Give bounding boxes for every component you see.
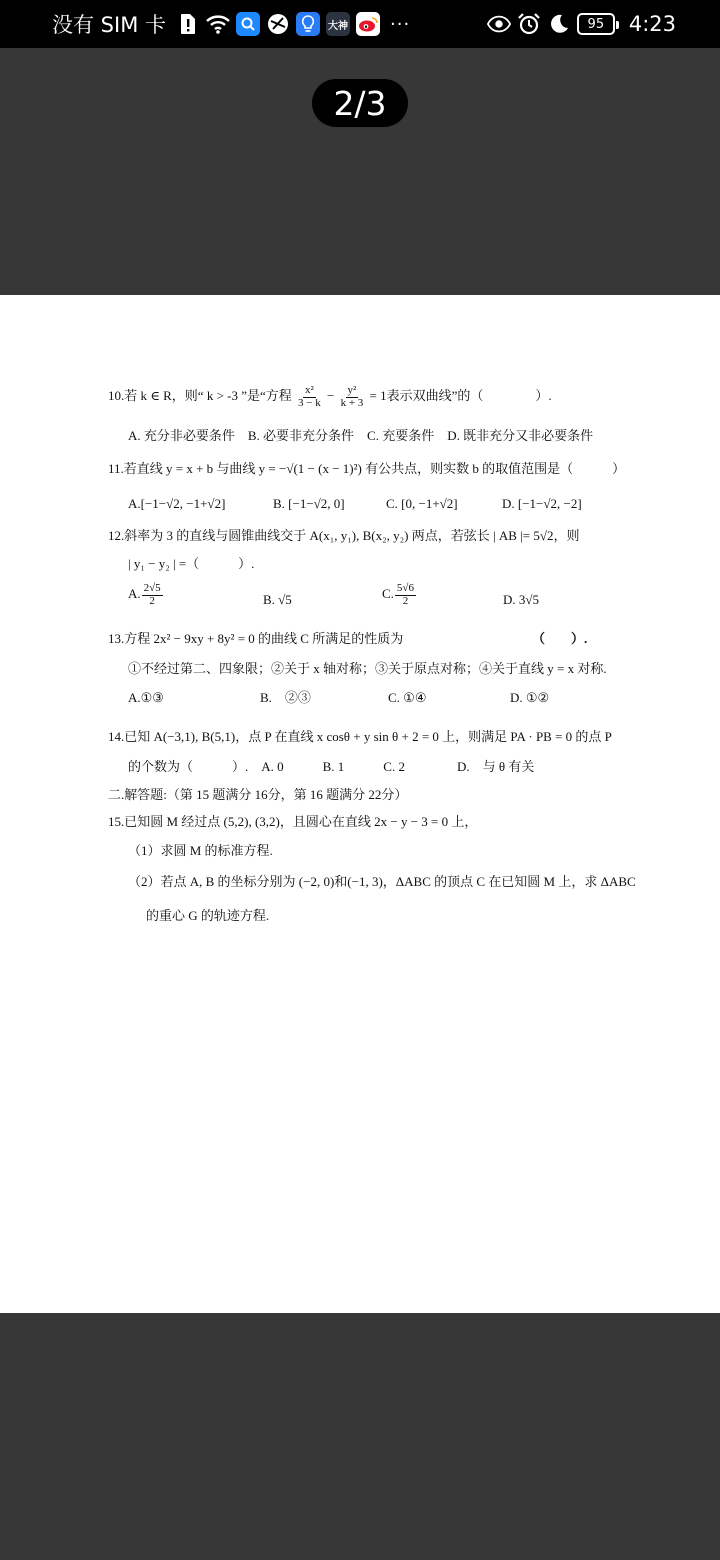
q10-options: A. 充分非必要条件 B. 必要非充分条件 C. 充要条件 D. 既非充分又非必要条件	[128, 428, 594, 443]
q12-options	[128, 583, 618, 613]
viewer-background-bottom	[0, 1313, 720, 1560]
q10-fraction-2	[339, 385, 366, 409]
q13-option-a: A.①③	[128, 690, 164, 705]
q10-prefix: 10.若 k ∈ R，则“ k > -3 ”是“方程	[108, 388, 292, 404]
q10-frac1-numerator: x²	[304, 384, 314, 396]
question-13	[108, 630, 608, 648]
q15-part-1: （1）求圆 M 的标准方程.	[128, 843, 273, 858]
q12-option-c-numerator: 5√6	[396, 582, 414, 594]
weibo-app-icon	[356, 12, 380, 36]
battery-icon: 95	[577, 13, 615, 35]
carrier-label: 没有 SIM 卡	[52, 13, 166, 37]
q13-properties: ①不经过第二、四象限；②关于 x 轴对称；③关于原点对称；④关于直线 y = x 对称.	[128, 661, 607, 676]
bulb-app-icon	[296, 12, 320, 36]
q13-stem: 13.方程 2x² − 9xy + 8y² = 0 的曲线 C 所满足的性质为	[108, 631, 404, 646]
question-10	[108, 385, 552, 409]
q13-option-b: B. ②③	[260, 690, 311, 705]
q12-option-a-numerator: 2√5	[143, 582, 161, 594]
q12-stem-continued: | y₁ − y₂ | =（ ）.	[128, 556, 255, 571]
q15-part-2: （2）若点 A, B 的坐标分别为 (−2, 0)和(−1, 3)，ΔABC 的顶点 C 在已知圆 M 上，求 ΔABC	[128, 874, 636, 889]
q11-option-c: C. [0, −1+√2]	[386, 496, 458, 511]
q14-stem-continued: 的个数为（ ）. A. 0 B. 1 C. 2 D. 与 θ 有关	[128, 759, 535, 774]
moon-icon	[547, 12, 571, 36]
sim-alert-icon	[176, 12, 200, 36]
q11-option-d: D. [−1−√2, −2]	[502, 496, 582, 511]
q10-minus: −	[326, 388, 335, 404]
more-notifications-icon: ···	[390, 13, 411, 35]
q10-suffix: = 1表示双曲线”的（ ）.	[369, 388, 552, 404]
q12-option-c	[382, 583, 417, 607]
q12-option-a-fraction	[142, 583, 163, 607]
status-bar-right	[487, 12, 676, 36]
document-page[interactable]	[0, 295, 720, 1313]
question-15: 15.已知圆 M 经过点 (5,2), (3,2)，且圆心在直线 2x − y − 3 = 0 上，	[108, 814, 478, 829]
section-heading: 二.解答题:（第 15 题满分 16分，第 16 题满分 22分）	[108, 787, 408, 802]
page-indicator: 2/3	[312, 79, 408, 127]
q12-option-a-denominator: 2	[149, 594, 155, 607]
q12-option-c-denominator: 2	[402, 594, 409, 607]
q13-answer-paren: （ ）.	[532, 631, 588, 646]
dashen-app-icon: 大神	[326, 12, 350, 36]
q12-option-d: D. 3√5	[503, 592, 540, 607]
q12-option-a	[128, 583, 164, 607]
status-bar-left	[52, 9, 410, 39]
question-14: 14.已知 A(−3,1), B(5,1)，点 P 在直线 x cosθ + y sin θ + 2 = 0 上，则满足 PA · PB = 0 的点 P	[108, 729, 612, 744]
clock: 4:23	[628, 12, 676, 36]
q15-part-2-continued: 的重心 G 的轨迹方程.	[146, 908, 270, 923]
alarm-icon	[517, 12, 541, 36]
q10-frac1-denominator: 3 − k	[298, 396, 321, 409]
q12-option-c-label: C.	[382, 586, 394, 602]
question-11: 11.若直线 y = x + b 与曲线 y = −√(1 − (x − 1)²) 有公共点，则实数 b 的取值范围是（ ）	[108, 461, 626, 476]
search-app-icon	[236, 12, 260, 36]
q10-frac2-denominator: k + 3	[340, 396, 364, 409]
q10-fraction-1	[296, 385, 323, 409]
q12-option-b: B. √5	[263, 592, 292, 607]
q13-option-d: D. ①②	[510, 690, 550, 705]
status-bar	[0, 0, 720, 48]
browser-app-icon	[266, 12, 290, 36]
question-12: 12.斜率为 3 的直线与圆锥曲线交于 A(x₁, y₁), B(x₂, y₂) 两点，若弦长 | AB |= 5√2，则	[108, 528, 580, 543]
q10-frac2-numerator: y²	[347, 384, 357, 396]
eye-icon	[487, 12, 511, 36]
q11-option-b: B. [−1−√2, 0]	[273, 496, 345, 511]
wifi-icon	[206, 12, 230, 36]
q12-option-c-fraction	[395, 583, 416, 607]
q12-option-a-label: A.	[128, 586, 141, 602]
q11-option-a: A.[−1−√2, −1+√2]	[128, 496, 226, 511]
q13-option-c: C. ①④	[388, 690, 427, 705]
